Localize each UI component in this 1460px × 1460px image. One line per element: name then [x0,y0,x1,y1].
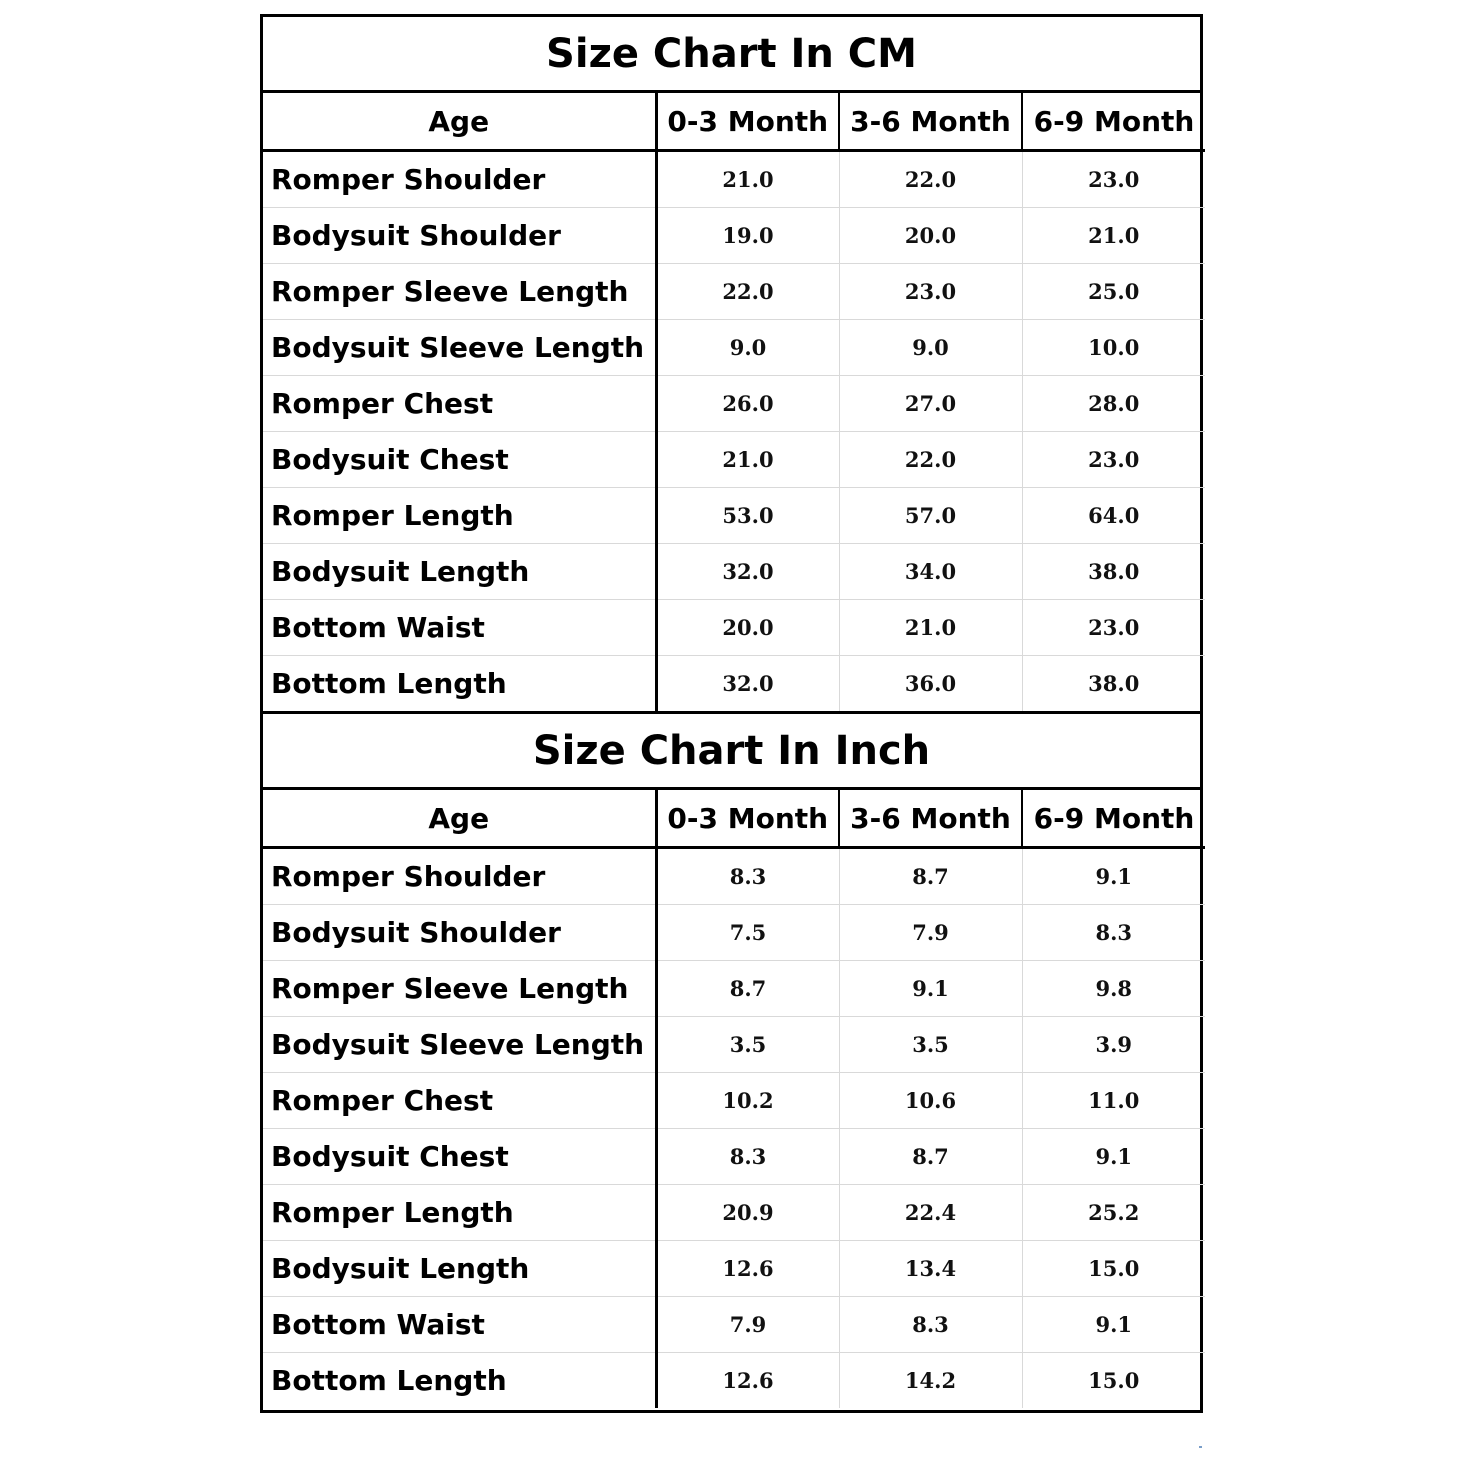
table-cell: 32.0 [656,656,839,712]
row-label: Romper Shoulder [263,151,656,208]
table-cell: 9.0 [839,320,1022,376]
header-row [263,790,1205,848]
table-cell: 26.0 [656,376,839,432]
column-header: 0-3 Month [656,790,839,848]
row-label: Bodysuit Shoulder [263,208,656,264]
row-label: Romper Chest [263,376,656,432]
table-cell: 22.0 [656,264,839,320]
table-cell: 9.1 [1022,848,1205,905]
table-cell: 8.3 [1022,905,1205,961]
table-cell: 9.0 [656,320,839,376]
table-cell: 22.0 [839,432,1022,488]
table-cell: 3.5 [656,1017,839,1073]
row-label: Romper Length [263,488,656,544]
table-cell: 28.0 [1022,376,1205,432]
table-cell: 7.5 [656,905,839,961]
header-row [263,93,1205,151]
row-label: Bottom Length [263,656,656,712]
table-cell: 9.1 [1022,1297,1205,1353]
table-row [263,656,1205,712]
table-row [263,1185,1205,1241]
table-cell: 21.0 [839,600,1022,656]
table-cell: 8.7 [839,848,1022,905]
table-cell: 8.3 [656,1129,839,1185]
column-header: 6-9 Month [1022,790,1205,848]
table-cell: 23.0 [1022,432,1205,488]
size-table [263,93,1205,711]
table-row [263,151,1205,208]
table-cell: 20.0 [656,600,839,656]
table-row [263,600,1205,656]
table-cell: 32.0 [656,544,839,600]
table-cell: 23.0 [1022,151,1205,208]
table-row [263,1297,1205,1353]
table-row [263,1129,1205,1185]
table-cell: 12.6 [656,1241,839,1297]
table-cell: 23.0 [1022,600,1205,656]
table-cell: 3.5 [839,1017,1022,1073]
table-cell: 38.0 [1022,656,1205,712]
table-cell: 23.0 [839,264,1022,320]
row-label: Romper Sleeve Length [263,264,656,320]
table-row [263,1353,1205,1409]
table-row [263,488,1205,544]
table-cell: 21.0 [1022,208,1205,264]
table-row [263,905,1205,961]
row-label: Romper Shoulder [263,848,656,905]
table-cell: 8.3 [656,848,839,905]
row-label: Bodysuit Chest [263,432,656,488]
table-cell: 7.9 [839,905,1022,961]
row-label: Bottom Waist [263,1297,656,1353]
row-label: Bodysuit Sleeve Length [263,1017,656,1073]
table-row [263,1073,1205,1129]
table-cell: 10.2 [656,1073,839,1129]
row-label: Bodysuit Chest [263,1129,656,1185]
table-cell: 9.1 [1022,1129,1205,1185]
row-label: Bottom Length [263,1353,656,1409]
table-cell: 14.2 [839,1353,1022,1409]
table-row [263,264,1205,320]
table-cell: 3.9 [1022,1017,1205,1073]
table-cell: 7.9 [656,1297,839,1353]
table-cell: 21.0 [656,151,839,208]
table-cell: 9.8 [1022,961,1205,1017]
table-row [263,544,1205,600]
row-label: Romper Sleeve Length [263,961,656,1017]
table-cell: 9.1 [839,961,1022,1017]
table-cell: 15.0 [1022,1353,1205,1409]
section-title: Size Chart In Inch [263,714,1200,790]
table-cell: 57.0 [839,488,1022,544]
table-cell: 64.0 [1022,488,1205,544]
table-cell: 10.0 [1022,320,1205,376]
table-body [263,848,1205,1409]
table-cell: 8.7 [656,961,839,1017]
size-chart-cm [263,17,1200,711]
table-cell: 38.0 [1022,544,1205,600]
row-label: Bodysuit Length [263,1241,656,1297]
size-chart-inch [263,711,1200,1408]
table-cell: 13.4 [839,1241,1022,1297]
stray-mark [1199,1446,1202,1448]
table-row [263,208,1205,264]
age-header: Age [263,790,656,848]
table-cell: 25.0 [1022,264,1205,320]
table-cell: 53.0 [656,488,839,544]
table-cell: 8.7 [839,1129,1022,1185]
table-cell: 20.0 [839,208,1022,264]
column-header: 0-3 Month [656,93,839,151]
row-label: Bodysuit Length [263,544,656,600]
section-title: Size Chart In CM [263,17,1200,93]
table-body [263,151,1205,712]
table-cell: 8.3 [839,1297,1022,1353]
table-cell: 22.4 [839,1185,1022,1241]
table-cell: 15.0 [1022,1241,1205,1297]
table-cell: 10.6 [839,1073,1022,1129]
table-cell: 11.0 [1022,1073,1205,1129]
table-cell: 21.0 [656,432,839,488]
table-cell: 34.0 [839,544,1022,600]
age-header: Age [263,93,656,151]
table-cell: 22.0 [839,151,1022,208]
table-row [263,848,1205,905]
table-cell: 20.9 [656,1185,839,1241]
size-chart-sheet [260,14,1203,1413]
column-header: 3-6 Month [839,790,1022,848]
size-table [263,790,1205,1408]
table-cell: 12.6 [656,1353,839,1409]
row-label: Bodysuit Sleeve Length [263,320,656,376]
table-row [263,376,1205,432]
row-label: Romper Chest [263,1073,656,1129]
table-row [263,432,1205,488]
table-row [263,1017,1205,1073]
table-cell: 36.0 [839,656,1022,712]
table-cell: 27.0 [839,376,1022,432]
row-label: Bottom Waist [263,600,656,656]
column-header: 3-6 Month [839,93,1022,151]
row-label: Romper Length [263,1185,656,1241]
table-row [263,320,1205,376]
table-cell: 19.0 [656,208,839,264]
column-header: 6-9 Month [1022,93,1205,151]
table-row [263,1241,1205,1297]
row-label: Bodysuit Shoulder [263,905,656,961]
table-cell: 25.2 [1022,1185,1205,1241]
table-row [263,961,1205,1017]
